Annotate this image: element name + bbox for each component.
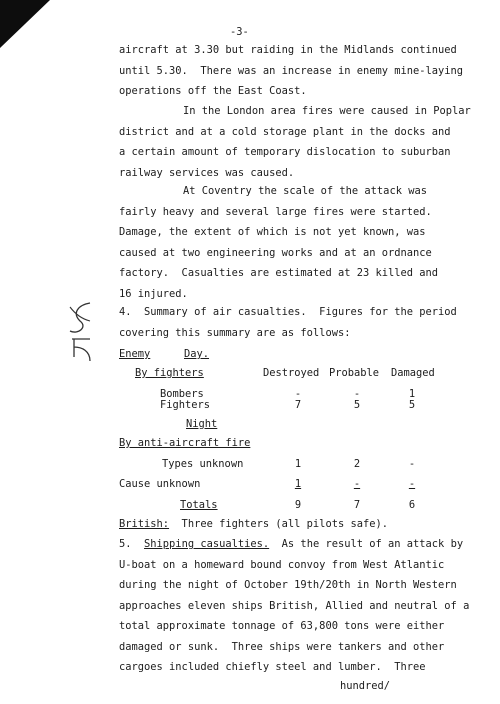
table-cell: 5 <box>353 399 361 411</box>
paragraph-summary <box>119 302 469 343</box>
paragraph-continuation <box>119 40 469 102</box>
british-text: Three fighters (all pilots safe). <box>169 518 388 530</box>
british-label: British: <box>119 518 170 530</box>
table-cell: 2 <box>353 458 361 470</box>
table-cell: 7 <box>353 499 361 511</box>
text-line: district and at a cold storage plant in the docks and <box>119 125 451 138</box>
text-line: factory. Casualties are estimated at 23 killed and <box>119 267 439 279</box>
handwritten-margin-mark <box>60 295 100 365</box>
corner-mark <box>0 0 50 48</box>
catchword: hundred/ <box>340 680 391 692</box>
table-cell: 7 <box>294 399 302 411</box>
table-cell: - <box>353 388 361 400</box>
text-line: In the London area fires were caused in Poplar <box>183 105 471 117</box>
paragraph-london <box>119 101 469 183</box>
paragraph-coventry <box>119 181 469 304</box>
table-cell: 1 <box>408 388 416 400</box>
shipping-title: Shipping casualties. <box>144 538 270 550</box>
page-number: -3- <box>230 26 249 38</box>
table-night-label: Night <box>186 418 218 430</box>
text-line: covering this summary are as follows: <box>119 326 351 339</box>
table-row-bombers-label: Bombers <box>160 388 204 400</box>
table-col-destroyed: Destroyed <box>263 367 320 379</box>
table-cell: - <box>353 478 361 490</box>
table-row-cause-unknown-label: Cause unknown <box>119 478 201 490</box>
text-line: cargoes included chiefly steel and lumber. Three <box>119 661 426 673</box>
text-line: a certain amount of temporary dislocation to suburban <box>119 146 451 158</box>
text-line: railway services was caused. <box>119 166 295 179</box>
text-line: aircraft at 3.30 but raiding in the Midlands continued <box>119 44 457 56</box>
text-line: 4. Summary of air casualties. Figures for the period <box>119 306 457 318</box>
shipping-number: 5. <box>119 538 145 550</box>
table-enemy-label: Enemy <box>119 348 151 360</box>
table-col-damaged: Damaged <box>391 367 435 379</box>
british-line <box>119 518 388 531</box>
table-cell: - <box>408 478 416 490</box>
table-cell: 9 <box>294 499 302 511</box>
paragraph-shipping <box>119 534 469 678</box>
text-line: caused at two engineering works and at an ordnance <box>119 246 432 259</box>
table-cell: - <box>294 388 302 400</box>
text-line: U-boat on a homeward bound convoy from West Atlantic <box>119 558 445 571</box>
table-by-fighters-label: By fighters <box>135 367 204 379</box>
text-line: At Coventry the scale of the attack was <box>183 185 427 197</box>
shipping-text: As the result of an attack by <box>269 538 464 550</box>
text-line: until 5.30. There was an increase in enemy mine-laying <box>119 64 464 77</box>
table-col-probable: Probable <box>329 367 380 379</box>
table-by-aa-label: By anti-aircraft fire <box>119 437 251 449</box>
table-day-label: Day. <box>184 348 210 360</box>
text-line: 16 injured. <box>119 287 188 300</box>
text-line: operations off the East Coast. <box>119 85 307 97</box>
text-line: damaged or sunk. Three ships were tankers and other <box>119 640 445 653</box>
table-cell: 1 <box>294 478 302 490</box>
text-line <box>119 534 469 555</box>
table-cell: 1 <box>294 458 302 470</box>
text-line: approaches eleven ships British, Allied and neutral of a <box>119 599 470 612</box>
table-cell: - <box>408 458 416 470</box>
text-line: Damage, the extent of which is not yet known, was <box>119 226 426 238</box>
table-cell: 6 <box>408 499 416 511</box>
table-cell: 5 <box>408 399 416 411</box>
text-line: during the night of October 19th/20th in North Western <box>119 579 457 591</box>
table-row-types-unknown-label: Types unknown <box>162 458 244 470</box>
text-line: total approximate tonnage of 63,800 tons were either <box>119 620 445 632</box>
text-line: fairly heavy and several large fires were started. <box>119 205 432 218</box>
table-row-fighters-label: Fighters <box>160 399 211 411</box>
table-row-totals-label: Totals <box>180 499 218 511</box>
